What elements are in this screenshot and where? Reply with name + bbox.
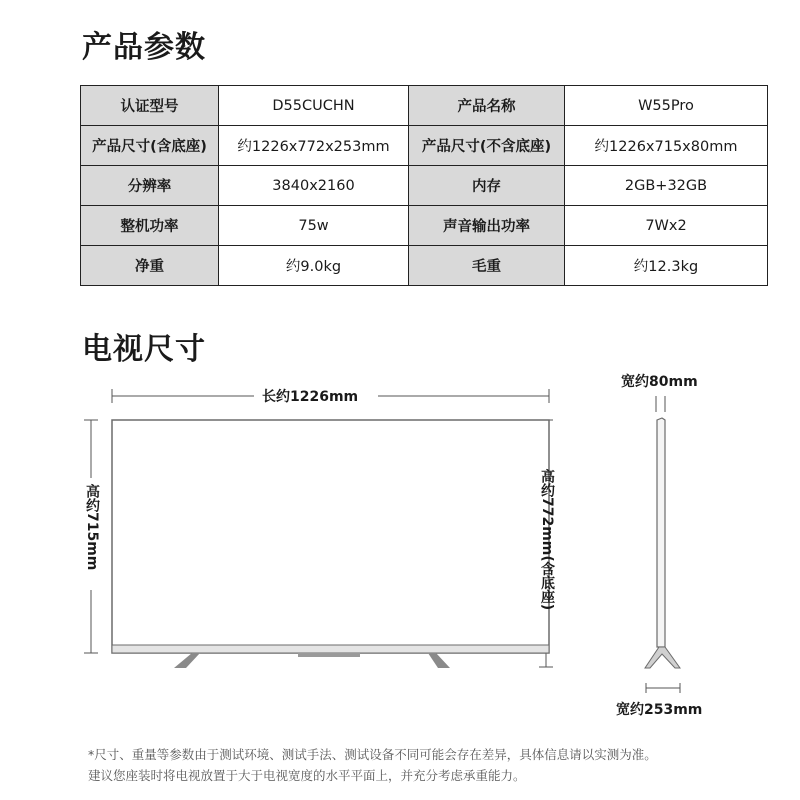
spec-key: 整机功率 (81, 206, 219, 246)
dims-section-title: 电视尺寸 (82, 332, 206, 367)
spec-value: 约12.3kg (565, 246, 768, 286)
spec-key: 认证型号 (81, 86, 219, 126)
spec-key: 产品名称 (409, 86, 565, 126)
spec-key: 产品尺寸(不含底座) (409, 126, 565, 166)
params-section-title: 产品参数 (82, 30, 206, 65)
width-label: 宽约80mm (621, 374, 698, 390)
spec-key: 产品尺寸(含底座) (81, 126, 219, 166)
tv-front-view (112, 420, 549, 668)
spec-value: 2GB+32GB (565, 166, 768, 206)
depth-label: 宽约253mm (616, 702, 703, 718)
spec-value: 3840x2160 (219, 166, 409, 206)
height-with-stand-label: 高约772mm(含底座) (539, 469, 555, 611)
disclaimer-line-1: *尺寸、重量等参数由于测试环境、测试手法、测试设备不同可能会存在差异，具体信息请以实测为准。 (88, 747, 657, 762)
disclaimer-line-2: 建议您座装时将电视放置于大于电视宽度的水平平面上，并充分考虑承重能力。 (88, 768, 526, 783)
spec-value: 7Wx2 (565, 206, 768, 246)
height-no-stand-label: 高约715mm (84, 484, 100, 571)
spec-value: 75w (219, 206, 409, 246)
spec-value: 约1226x715x80mm (565, 126, 768, 166)
tv-side-view (645, 396, 680, 693)
spec-value: 约9.0kg (219, 246, 409, 286)
spec-key: 毛重 (409, 246, 565, 286)
length-label: 长约1226mm (262, 389, 359, 405)
spec-key: 声音输出功率 (409, 206, 565, 246)
spec-value: W55Pro (565, 86, 768, 126)
spec-key: 内存 (409, 166, 565, 206)
spec-key: 分辨率 (81, 166, 219, 206)
spec-value: 约1226x772x253mm (219, 126, 409, 166)
spec-value: D55CUCHN (219, 86, 409, 126)
spec-key: 净重 (81, 246, 219, 286)
